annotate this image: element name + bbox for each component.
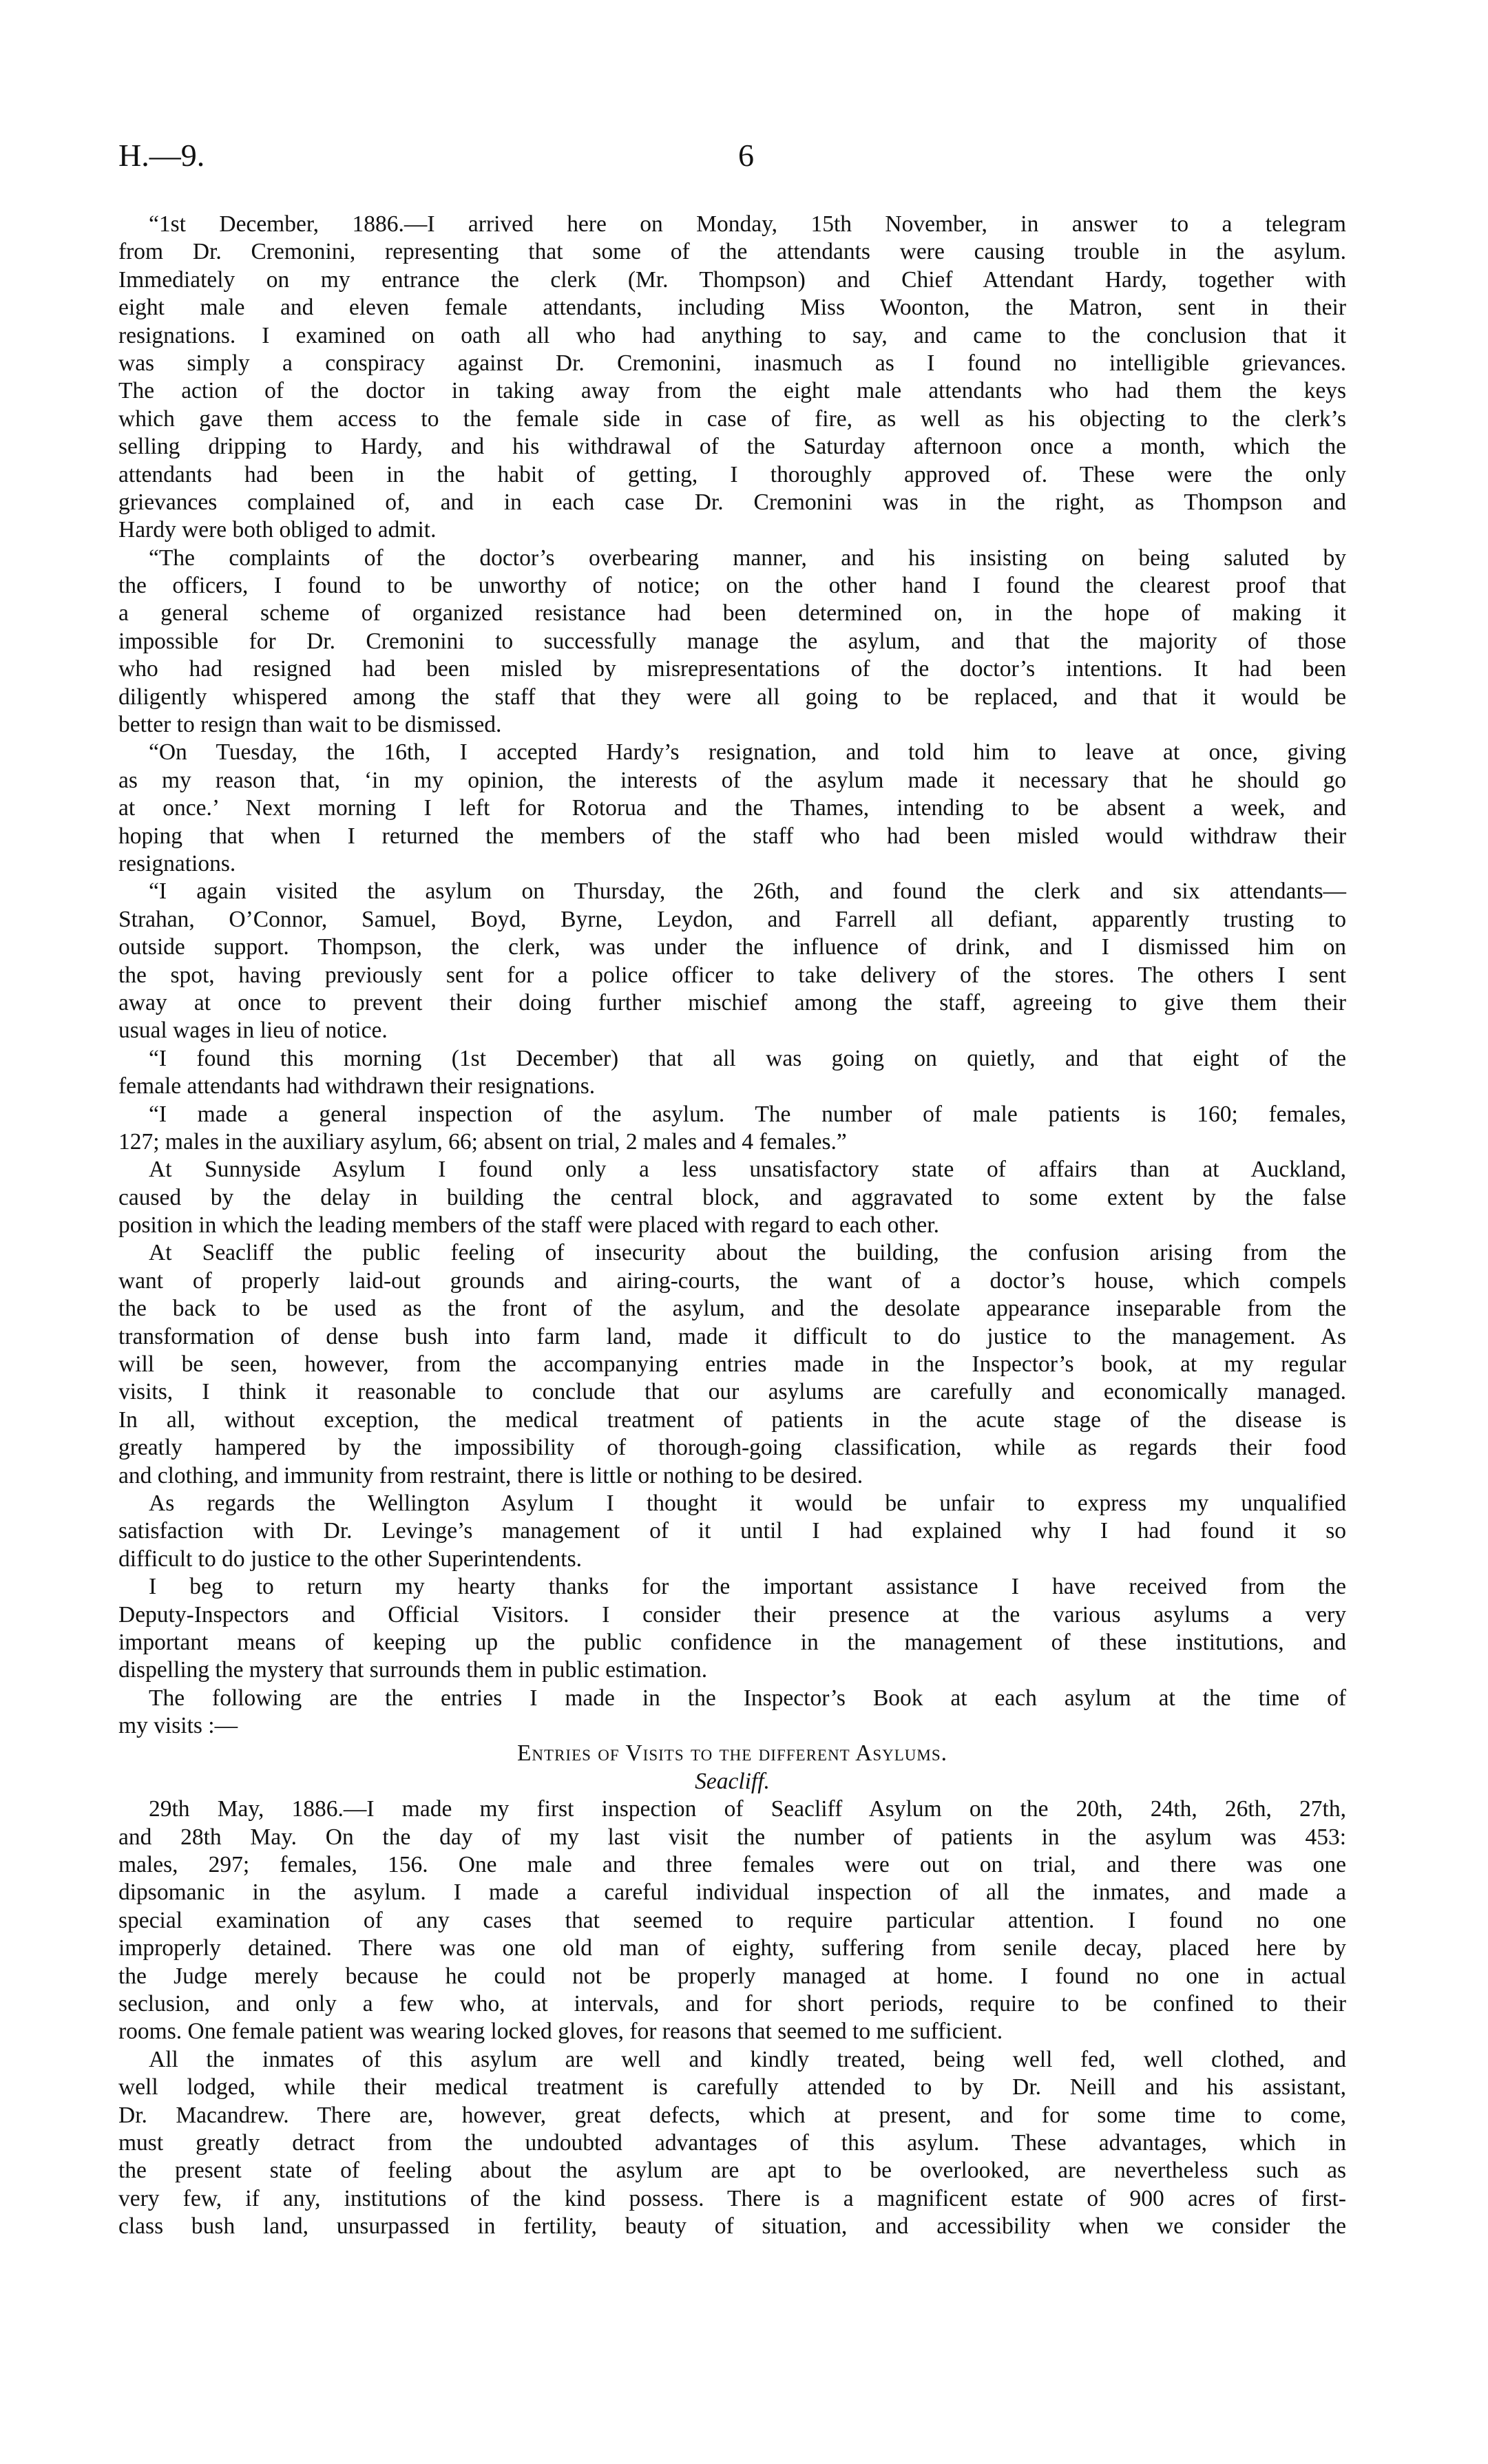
paragraph xyxy=(118,878,1346,1044)
text-line: “I again visited the asylum on Thursday, the 26th, and found the clerk and six attendants— xyxy=(149,878,1346,905)
text-line: the officers, I found to be unworthy of notice; on the other hand I found the clearest proof that xyxy=(118,573,1346,599)
section-heading: Entries of Visits to the different Asylums. xyxy=(516,1740,948,1767)
text-line: usual wages in lieu of notice. xyxy=(118,1018,388,1044)
text-line: All the inmates of this asylum are well and kindly treated, being well fed, well clothed, and xyxy=(149,2046,1346,2072)
text-line: must greatly detract from the undoubted advantages of this asylum. These advantages, which in xyxy=(118,2129,1346,2156)
text-line: a general scheme of organized resistance had been determined on, in the hope of making it xyxy=(118,600,1346,626)
text-line: The action of the doctor in taking away from the eight male attendants who had them the keys xyxy=(118,378,1346,404)
text-line: class bush land, unsurpassed in fertility, beauty of situation, and accessibility when we consider the xyxy=(118,2213,1346,2240)
text-line: dipsomanic in the asylum. I made a careful individual inspection of all the inmates, and made a xyxy=(118,1879,1346,1906)
paragraph xyxy=(118,1156,1346,1239)
text-line: improperly detained. There was one old man of eighty, suffering from senile decay, placed here by xyxy=(118,1935,1346,1961)
paragraph xyxy=(118,1045,1346,1101)
text-line: hoping that when I returned the members of the staff who had been misled would withdraw their xyxy=(118,823,1346,849)
text-line: males, 297; females, 156. One male and three females were out on trial, and there was one xyxy=(118,1852,1346,1878)
text-line: eight male and eleven female attendants, including Miss Woonton, the Matron, sent in their xyxy=(118,295,1346,321)
subsection-heading: Seacliff. xyxy=(695,1768,770,1794)
text-line: In all, without exception, the medical treatment of patients in the acute stage of the disease is xyxy=(118,1407,1346,1433)
paragraph xyxy=(118,1101,1346,1157)
paragraph xyxy=(118,2046,1346,2241)
text-line: At Sunnyside Asylum I found only a less unsatisfactory state of affairs than at Auckland, xyxy=(149,1157,1346,1183)
text-line: the back to be used as the front of the asylum, and the desolate appearance inseparable from the xyxy=(118,1296,1346,1322)
paragraph xyxy=(118,1685,1346,1740)
text-line: want of properly laid-out grounds and airing-courts, the want of a doctor’s house, which compels xyxy=(118,1267,1346,1294)
text-line: “1st December, 1886.—I arrived here on Monday, 15th November, in answer to a telegram xyxy=(149,211,1346,237)
text-line: rooms. One female patient was wearing locked gloves, for reasons that seemed to me sufficient. xyxy=(118,2019,1003,2045)
text-line: outside support. Thompson, the clerk, was under the influence of drink, and I dismissed him on xyxy=(118,934,1346,960)
text-line: Deputy-Inspectors and Official Visitors. I consider their presence at the various asylums a very xyxy=(118,1601,1346,1628)
text-line: the spot, having previously sent for a police officer to take delivery of the stores. The others I sent xyxy=(118,962,1346,988)
text-line: As regards the Wellington Asylum I thought it would be unfair to express my unqualified xyxy=(149,1490,1346,1516)
text-line: and clothing, and immunity from restraint, there is little or nothing to be desired. xyxy=(118,1462,863,1488)
document-body xyxy=(118,211,1346,2241)
text-line: dispelling the mystery that surrounds them in public estimation. xyxy=(118,1657,708,1683)
text-line: “The complaints of the doctor’s overbearing manner, and his insisting on being saluted by xyxy=(149,545,1346,571)
text-line: better to resign than wait to be dismissed. xyxy=(118,712,502,738)
paragraph xyxy=(118,545,1346,739)
text-line: female attendants had withdrawn their resignations. xyxy=(118,1073,596,1099)
text-line: very few, if any, institutions of the kind possess. There is a magnificent estate of 900 acres of first- xyxy=(118,2185,1346,2211)
text-line: special examination of any cases that seemed to require particular attention. I found no one xyxy=(118,1907,1346,1933)
text-line: At Seacliff the public feeling of insecurity about the building, the confusion arising from the xyxy=(149,1240,1346,1266)
text-line: visits, I think it reasonable to conclude that our asylums are carefully and economically managed. xyxy=(118,1379,1346,1405)
text-line: well lodged, while their medical treatment is carefully attended to by Dr. Neill and his assistant, xyxy=(118,2074,1346,2100)
paragraph xyxy=(118,1239,1346,1490)
text-line: impossible for Dr. Cremonini to successfully manage the asylum, and that the majority of those xyxy=(118,628,1346,654)
text-line: away at once to prevent their doing further mischief among the staff, agreeing to give them their xyxy=(118,989,1346,1015)
text-line: who had resigned had been misled by misrepresentations of the doctor’s intentions. It had been xyxy=(118,656,1346,682)
text-line: seclusion, and only a few who, at intervals, and for short periods, require to be confined to their xyxy=(118,1991,1346,2017)
text-line: the present state of feeling about the asylum are apt to be overlooked, are nevertheless such as xyxy=(118,2158,1346,2184)
text-line: Immediately on my entrance the clerk (Mr. Thompson) and Chief Attendant Hardy, together with xyxy=(118,266,1346,293)
text-line: which gave them access to the female side in case of fire, as well as his objecting to the clerk’s xyxy=(118,406,1346,432)
text-line: at once.’ Next morning I left for Rotorua and the Thames, intending to be absent a week, and xyxy=(118,795,1346,821)
text-line: 29th May, 1886.—I made my first inspection of Seacliff Asylum on the 20th, 24th, 26th, 27th, xyxy=(149,1796,1346,1822)
paragraph xyxy=(118,1796,1346,2046)
text-line: greatly hampered by the impossibility of thorough-going classification, while as regards their food xyxy=(118,1435,1346,1461)
paragraph xyxy=(118,1573,1346,1685)
text-line: satisfaction with Dr. Levinge’s management of it until I had explained why I had found it so xyxy=(118,1518,1346,1544)
text-line: resignations. xyxy=(118,850,236,876)
paragraph xyxy=(118,1490,1346,1573)
text-line: The following are the entries I made in the Inspector’s Book at each asylum at the time of xyxy=(149,1685,1346,1711)
text-line: the Judge merely because he could not be properly managed at home. I found no one in actual xyxy=(118,1963,1346,1989)
text-line: selling dripping to Hardy, and his withdrawal of the Saturday afternoon once a month, which the xyxy=(118,434,1346,460)
text-line: my visits :— xyxy=(118,1713,238,1739)
text-line: transformation of dense bush into farm land, made it difficult to do justice to the management. As xyxy=(118,1323,1346,1349)
text-line: will be seen, however, from the accompanying entries made in the Inspector’s book, at my regular xyxy=(118,1351,1346,1378)
text-line: Dr. Macandrew. There are, however, great defects, which at present, and for some time to come, xyxy=(118,2102,1346,2128)
text-line: important means of keeping up the public confidence in the management of these institutions, and xyxy=(118,1629,1346,1655)
text-line: difficult to do justice to the other Superintendents. xyxy=(118,1546,582,1572)
text-line: “I made a general inspection of the asylum. The number of male patients is 160; females, xyxy=(149,1101,1346,1127)
paragraph xyxy=(118,739,1346,878)
document-code: H.—9. xyxy=(118,138,205,173)
text-line: from Dr. Cremonini, representing that some of the attendants were causing trouble in the asylum. xyxy=(118,239,1346,265)
text-line: Hardy were both obliged to admit. xyxy=(118,517,437,543)
text-line: grievances complained of, and in each case Dr. Cremonini was in the right, as Thompson and xyxy=(118,489,1346,515)
text-line: “On Tuesday, the 16th, I accepted Hardy’s resignation, and told him to leave at once, giving xyxy=(149,739,1346,766)
text-line: caused by the delay in building the central block, and aggravated to some extent by the false xyxy=(118,1184,1346,1210)
text-line: 127; males in the auxiliary asylum, 66; absent on trial, 2 males and 4 females.” xyxy=(118,1128,847,1155)
text-line: was simply a conspiracy against Dr. Cremonini, inasmuch as I found no intelligible grievances. xyxy=(118,350,1346,376)
text-line: “I found this morning (1st December) that all was going on quietly, and that eight of the xyxy=(149,1045,1346,1071)
text-line: as my reason that, ‘in my opinion, the interests of the asylum made it necessary that he should go xyxy=(118,767,1346,793)
text-line: Strahan, O’Connor, Samuel, Boyd, Byrne, Leydon, and Farrell all defiant, apparently trusting to xyxy=(118,906,1346,932)
paragraph xyxy=(118,211,1346,545)
text-line: I beg to return my hearty thanks for the important assistance I have received from the xyxy=(149,1574,1346,1600)
page-number: 6 xyxy=(738,138,754,173)
text-line: position in which the leading members of the staff were placed with regard to each other. xyxy=(118,1212,939,1239)
text-line: attendants had been in the habit of getting, I thoroughly approved of. These were the only xyxy=(118,461,1346,487)
text-line: resignations. I examined on oath all who had anything to say, and came to the conclusion that it xyxy=(118,322,1346,348)
text-line: diligently whispered among the staff that they were all going to be replaced, and that it would be xyxy=(118,684,1346,710)
text-line: and 28th May. On the day of my last visit the number of patients in the asylum was 453: xyxy=(118,1824,1346,1850)
